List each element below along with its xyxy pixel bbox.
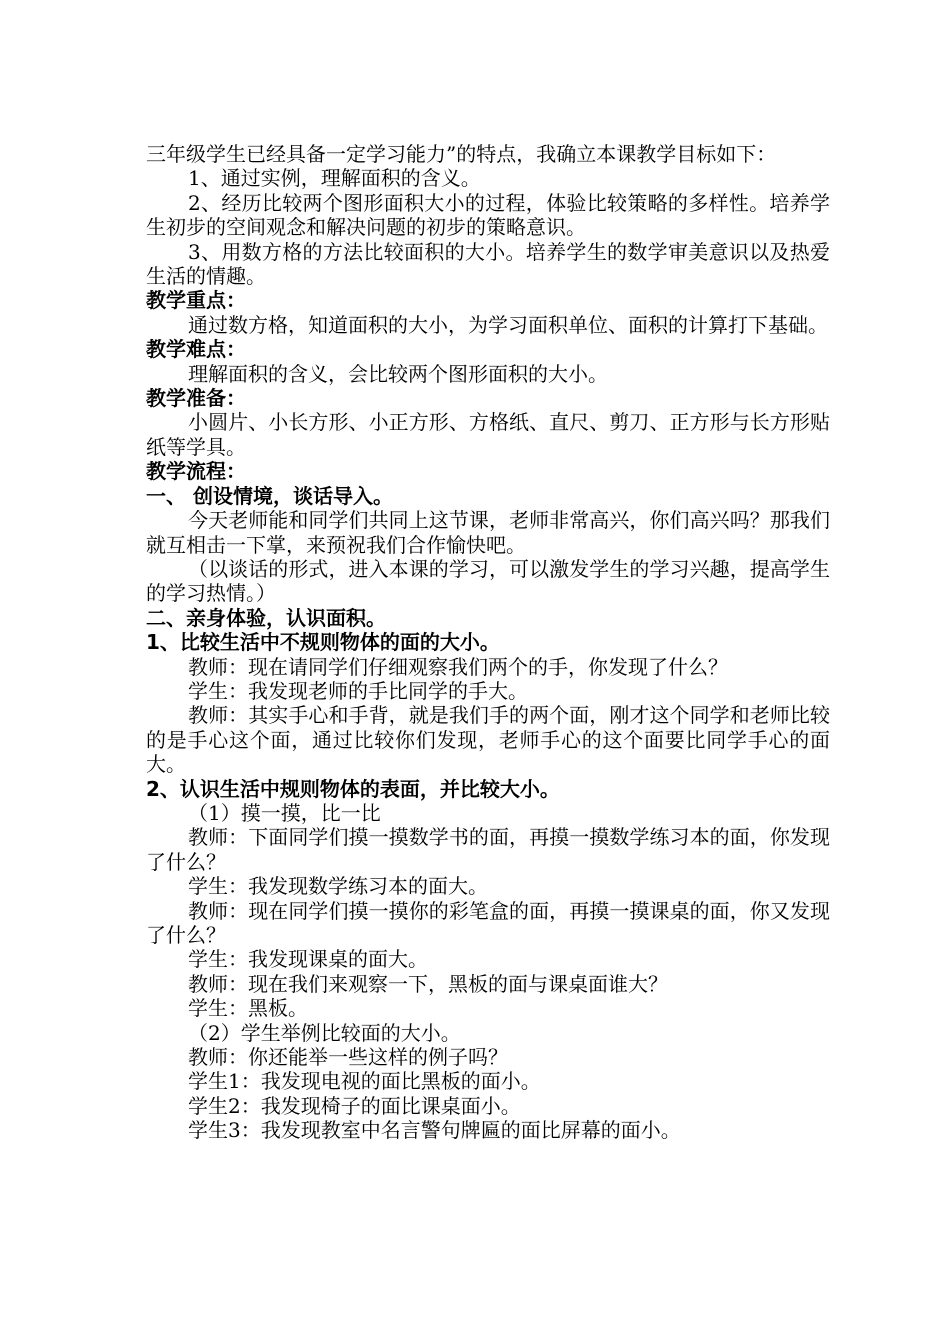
heading-difficult-points: 教学难点： — [146, 337, 246, 362]
heading-key-points: 教学重点： — [146, 288, 246, 313]
dialogue-line: 教师：现在我们来观察一下，黑板的面与课桌面谁大？ — [188, 971, 668, 996]
key-points-text: 通过数方格，知道面积的大小，为学习面积单位、面积的计算打下基础。 — [188, 312, 828, 337]
dialogue-line: 教师：你还能举一些这样的例子吗？ — [188, 1045, 508, 1070]
heading-preparation: 教学准备： — [146, 386, 246, 411]
dialogue-line: 学生：我发现数学练习本的面大。 — [188, 874, 488, 899]
activity-2-label: （2）学生举例比较面的大小。 — [188, 1020, 461, 1045]
section-1-heading: 一、 创设情境，谈话导入。 — [146, 483, 393, 508]
heading-process: 教学流程： — [146, 459, 246, 484]
dialogue-line: 学生1：我发现电视的面比黑板的面小。 — [188, 1069, 541, 1094]
activity-1-label: （1）摸一摸，比一比 — [188, 800, 381, 825]
dialogue-line: 教师：现在同学们摸一摸你的彩笔盒的面，再摸一摸课桌的面，你又发现了什么？ — [146, 898, 830, 947]
dialogue-line: 学生3：我发现教室中名言警句牌匾的面比屏幕的面小。 — [188, 1118, 681, 1143]
section-1-paragraph: 今天老师能和同学们共同上这节课，老师非常高兴，你们高兴吗？那我们就互相击一下掌，来预祝我们合作愉快吧。 — [146, 508, 830, 557]
dialogue-line: 教师：下面同学们摸一摸数学书的面，再摸一摸数学练习本的面，你发现了什么？ — [146, 825, 830, 874]
section-2-heading: 二、亲身体验，认识面积。 — [146, 605, 386, 630]
subsection-2-heading: 2、认识生活中规则物体的表面，并比较大小。 — [146, 776, 560, 801]
goal-2: 2、经历比较两个图形面积大小的过程，体验比较策略的多样性。培养学生初步的空间观念和解决问题的初步的策略意识。 — [146, 190, 830, 240]
goal-3: 3、用数方格的方法比较面积的大小。培养学生的数学审美意识以及热爱生活的情趣。 — [146, 239, 830, 289]
dialogue-line: 学生：黑板。 — [188, 996, 308, 1021]
dialogue-line: 教师：现在请同学们仔细观察我们两个的手，你发现了什么？ — [188, 654, 728, 679]
dialogue-line: 学生：我发现老师的手比同学的手大。 — [188, 678, 528, 703]
section-1-note: （以谈话的形式，进入本课的学习，可以激发学生的学习兴趣，提高学生的学习热情。） — [146, 556, 830, 606]
difficult-points-text: 理解面积的含义，会比较两个图形面积的大小。 — [188, 361, 608, 386]
subsection-1-heading: 1、比较生活中不规则物体的面的大小。 — [146, 630, 500, 655]
dialogue-line: 学生2：我发现椅子的面比课桌面小。 — [188, 1093, 521, 1118]
intro-paragraph: 三年级学生已经具备一定学习能力”的特点，我确立本课教学目标如下： — [146, 142, 777, 166]
dialogue-line: 教师：其实手心和手背，就是我们手的两个面，刚才这个同学和老师比较的是手心这个面，通过比较你们发现，老师手心的这个面要比同学手心的面大。 — [146, 703, 830, 777]
dialogue-line: 学生：我发现课桌的面大。 — [188, 947, 428, 972]
goal-1: 1、通过实例，理解面积的含义。 — [188, 166, 481, 191]
preparation-text: 小圆片、小长方形、小正方形、方格纸、直尺、剪刀、正方形与长方形贴纸等学具。 — [146, 410, 830, 459]
